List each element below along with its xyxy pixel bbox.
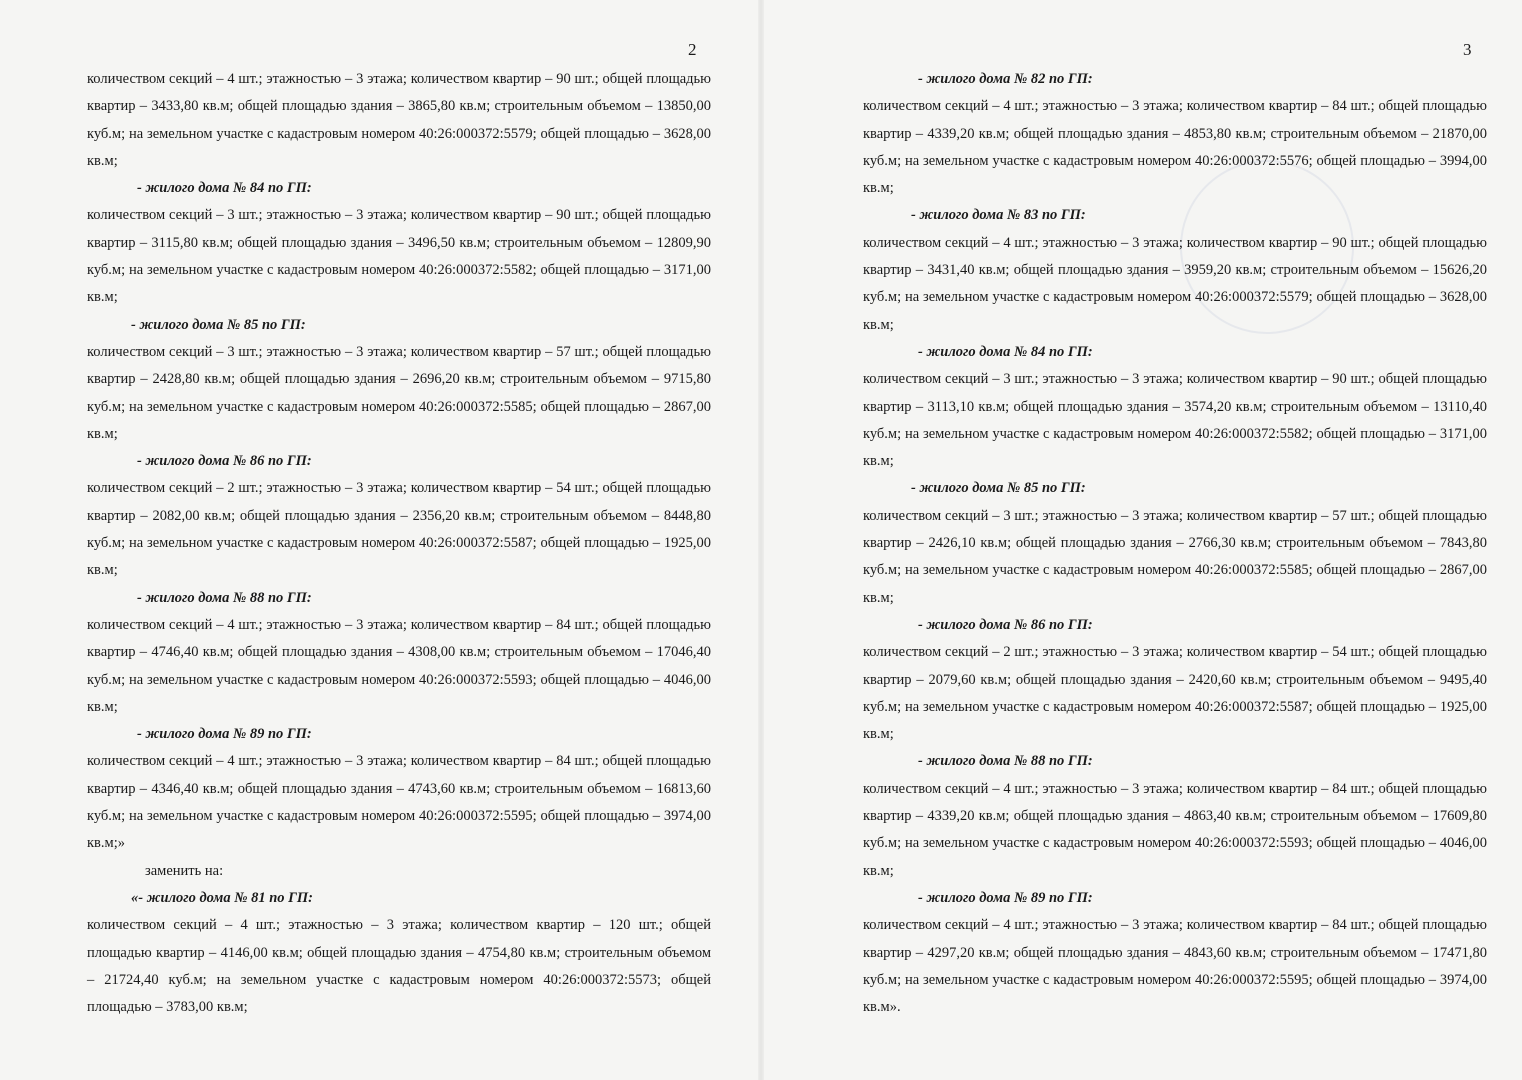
- building-details: количеством секций – 3 шт.; этажностью – 3 этажа; количеством квартир – 90 шт.; общей площадью квартир – 3113,10 кв.м; общей площадью здания – 3574,20 кв.м; строительным объемом – 13110,40 куб.м; на земельном участке с кадастровым номером 40:26:000372:5582; общей площадью – 3171,00 кв.м;: [863, 371, 1487, 470]
- building-details: количеством секций – 4 шт.; этажностью – 3 этажа; количеством квартир – 120 шт.; общей площадью квартир – 4146,00 кв.м; общей площадью здания – 4754,80 кв.м; строительным объемом – 21724,40 куб.м; на земельном участке с кадастровым номером 40:26:000372:5573; общей площадью – 3783,00 кв.м;: [87, 917, 711, 1016]
- building-heading: - жилого дома № 84 по ГП:: [137, 180, 312, 197]
- building-heading: - жилого дома № 86 по ГП:: [137, 453, 312, 470]
- building-details: количеством секций – 2 шт.; этажностью – 3 этажа; количеством квартир – 54 шт.; общей площадью квартир – 2082,00 кв.м; общей площадью здания – 2356,20 кв.м; строительным объемом – 8448,80 куб.м; на земельном участке с кадастровым номером 40:26:000372:5587; общей площадью – 1925,00 кв.м;: [87, 480, 711, 579]
- building-heading: - жилого дома № 85 по ГП:: [131, 316, 306, 333]
- building-details: количеством секций – 4 шт.; этажностью – 3 этажа; количеством квартир – 84 шт.; общей площадью квартир – 4297,20 кв.м; общей площадью здания – 4843,60 кв.м; строительным объемом – 17471,80 куб.м; на земельном участке с кадастровым номером 40:26:000372:5595; общей площадью – 3974,00 кв.м».: [863, 917, 1487, 1016]
- building-details: количеством секций – 4 шт.; этажностью – 3 этажа; количеством квартир – 90 шт.; общей площадью квартир – 3431,40 кв.м; общей площадью здания – 3959,20 кв.м; строительным объемом – 15626,20 куб.м; на земельном участке с кадастровым номером 40:26:000372:5579; общей площадью – 3628,00 кв.м;: [863, 234, 1487, 333]
- building-heading: - жилого дома № 89 по ГП:: [137, 726, 312, 743]
- building-heading: - жилого дома № 89 по ГП:: [918, 889, 1093, 906]
- building-details: количеством секций – 4 шт.; этажностью – 3 этажа; количеством квартир – 84 шт.; общей площадью квартир – 4339,20 кв.м; общей площадью здания – 4853,80 кв.м; строительным объемом – 21870,00 куб.м; на земельном участке с кадастровым номером 40:26:000372:5576; общей площадью – 3994,00 кв.м;: [863, 98, 1487, 197]
- building-details: количеством секций – 3 шт.; этажностью – 3 этажа; количеством квартир – 57 шт.; общей площадью квартир – 2426,10 кв.м; общей площадью здания – 2766,30 кв.м; строительным объемом – 7843,80 куб.м; на земельном участке с кадастровым номером 40:26:000372:5585; общей площадью – 2867,00 кв.м;: [863, 507, 1487, 606]
- page-content: [863, 66, 1487, 1021]
- building-heading: - жилого дома № 85 по ГП:: [911, 480, 1086, 497]
- building-details: количеством секций – 4 шт.; этажностью – 3 этажа; количеством квартир – 84 шт.; общей площадью квартир – 4346,40 кв.м; общей площадью здания – 4743,60 кв.м; строительным объемом – 16813,60 куб.м; на земельном участке с кадастровым номером 40:26:000372:5595; общей площадью – 3974,00 кв.м;»: [87, 753, 711, 852]
- building-heading: - жилого дома № 88 по ГП:: [137, 589, 312, 606]
- building-details: количеством секций – 3 шт.; этажностью – 3 этажа; количеством квартир – 90 шт.; общей площадью квартир – 3115,80 кв.м; общей площадью здания – 3496,50 кв.м; строительным объемом – 12809,90 куб.м; на земельном участке с кадастровым номером 40:26:000372:5582; общей площадью – 3171,00 кв.м;: [87, 207, 711, 306]
- building-details: количеством секций – 4 шт.; этажностью – 3 этажа; количеством квартир – 90 шт.; общей площадью квартир – 3433,80 кв.м; общей площадью здания – 3865,80 кв.м; строительным объемом – 13850,00 куб.м; на земельном участке с кадастровым номером 40:26:000372:5579; общей площадью – 3628,00 кв.м;: [87, 71, 711, 169]
- replace-with-label: заменить на:: [145, 862, 224, 879]
- building-details: количеством секций – 3 шт.; этажностью – 3 этажа; количеством квартир – 57 шт.; общей площадью квартир – 2428,80 кв.м; общей площадью здания – 2696,20 кв.м; строительным объемом – 9715,80 куб.м; на земельном участке с кадастровым номером 40:26:000372:5585; общей площадью – 2867,00 кв.м;: [87, 343, 711, 442]
- building-heading: - жилого дома № 83 по ГП:: [911, 207, 1086, 224]
- page-number: 3: [1463, 40, 1472, 59]
- page-number: 2: [688, 40, 697, 59]
- building-details: количеством секций – 4 шт.; этажностью – 3 этажа; количеством квартир – 84 шт.; общей площадью квартир – 4339,20 кв.м; общей площадью здания – 4863,40 кв.м; строительным объемом – 17609,80 куб.м; на земельном участке с кадастровым номером 40:26:000372:5593; общей площадью – 4046,00 кв.м;: [863, 780, 1487, 879]
- building-details: количеством секций – 4 шт.; этажностью – 3 этажа; количеством квартир – 84 шт.; общей площадью квартир – 4746,40 кв.м; общей площадью здания – 4308,00 кв.м; строительным объемом – 17046,40 куб.м; на земельном участке с кадастровым номером 40:26:000372:5593; общей площадью – 4046,00 кв.м;: [87, 616, 711, 715]
- building-heading: - жилого дома № 82 по ГП:: [918, 71, 1093, 87]
- building-details: количеством секций – 2 шт.; этажностью – 3 этажа; количеством квартир – 54 шт.; общей площадью квартир – 2079,60 кв.м; общей площадью здания – 2420,60 кв.м; строительным объемом – 9495,40 куб.м; на земельном участке с кадастровым номером 40:26:000372:5587; общей площадью – 1925,00 кв.м;: [863, 644, 1487, 743]
- building-heading: - жилого дома № 88 по ГП:: [918, 753, 1093, 770]
- building-heading: «- жилого дома № 81 по ГП:: [131, 889, 314, 906]
- building-heading: - жилого дома № 84 по ГП:: [918, 343, 1093, 360]
- building-heading: - жилого дома № 86 по ГП:: [918, 616, 1093, 633]
- page-content: [87, 66, 711, 1021]
- page-right: [761, 0, 1522, 1080]
